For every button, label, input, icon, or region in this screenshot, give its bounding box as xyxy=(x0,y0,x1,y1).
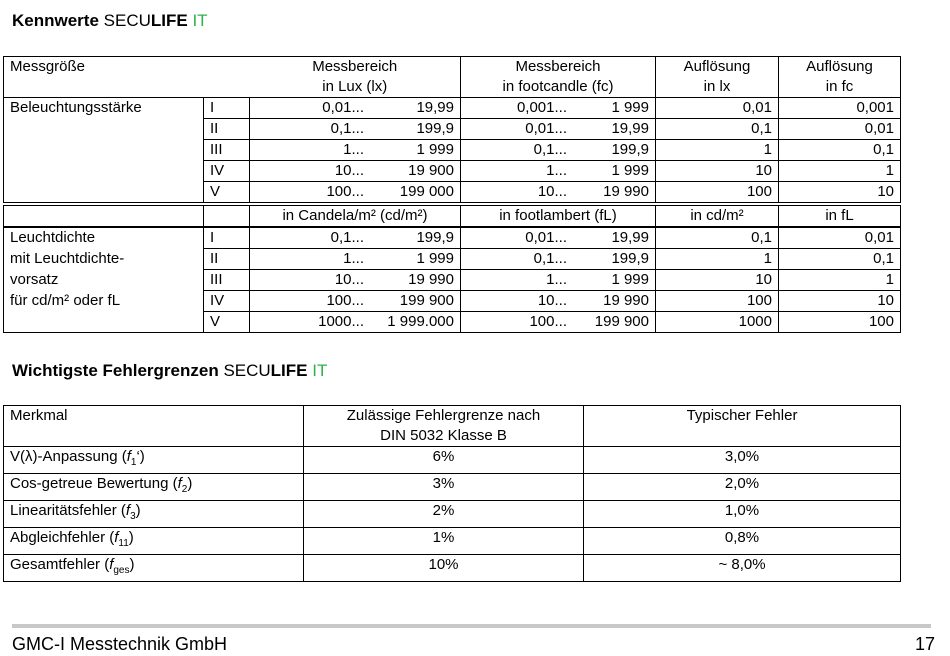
range-roman: III xyxy=(204,270,250,291)
resolution-b: 0,1 xyxy=(779,249,901,270)
label-leuchtdichte-line: für cd/m² oder fL xyxy=(10,291,121,309)
range-lux-from: 100... xyxy=(326,292,364,309)
resolution-a: 0,01 xyxy=(656,98,779,119)
header-zulaessige: Zulässige Fehlergrenze nach DIN 5032 Klasse B xyxy=(304,406,584,447)
range-roman: IV xyxy=(204,161,250,182)
limit-cell: 1% xyxy=(304,528,584,555)
range-fc xyxy=(461,270,656,291)
range-fc xyxy=(461,98,656,119)
table-row xyxy=(4,161,901,182)
range-fc-from: 0,01... xyxy=(525,229,567,246)
range-lux-to: 19 990 xyxy=(408,271,454,288)
range-lux xyxy=(250,228,461,249)
range-lux-to: 1 999 xyxy=(416,141,454,158)
range-lux-from: 10... xyxy=(334,162,364,179)
range-lux-to: 199,9 xyxy=(416,120,454,137)
range-fc xyxy=(461,161,656,182)
range-lux-from: 1000... xyxy=(318,313,364,330)
range-lux xyxy=(250,119,461,140)
range-lux-to: 1 999 xyxy=(416,250,454,267)
limit-cell: 2% xyxy=(304,501,584,528)
resolution-b: 1 xyxy=(779,161,901,182)
typical-cell: 1,0% xyxy=(584,501,901,528)
resolution-b: 1 xyxy=(779,270,901,291)
merkmal-pre: Gesamtfehler ( xyxy=(10,556,110,573)
resolution-b: 0,1 xyxy=(779,140,901,161)
range-roman: V xyxy=(204,182,250,203)
range-fc-from: 10... xyxy=(537,292,567,309)
merkmal-cell xyxy=(4,555,304,582)
table-row xyxy=(4,291,901,312)
range-lux xyxy=(250,249,461,270)
range-fc xyxy=(461,182,656,203)
table-row xyxy=(4,555,901,582)
header-aufloesung-fc: Auflösung in fc xyxy=(779,57,901,98)
range-lux-to: 199 000 xyxy=(399,183,454,200)
range-fc-to: 19,99 xyxy=(611,120,649,137)
range-fc-from: 0,01... xyxy=(525,120,567,137)
merkmal-pre: V( xyxy=(10,448,25,465)
range-lux xyxy=(250,291,461,312)
footer-rule xyxy=(12,624,931,628)
merkmal-sub: 2 xyxy=(181,484,188,495)
resolution-a: 1000 xyxy=(656,312,779,333)
footer-company: GMC-I Messtechnik GmbH xyxy=(12,634,228,654)
merkmal-f: f xyxy=(114,529,119,546)
merkmal-f: f xyxy=(126,448,131,465)
resolution-a: 100 xyxy=(656,291,779,312)
header-fl: in fL xyxy=(779,206,901,227)
range-fc-to: 199,9 xyxy=(611,250,649,267)
range-roman: II xyxy=(204,249,250,270)
typical-cell: ~ 8,0% xyxy=(584,555,901,582)
fehlergrenzen-table xyxy=(3,405,901,582)
label-leuchtdichte-line: vorsatz xyxy=(10,270,59,288)
merkmal-sub: 1 xyxy=(130,457,137,468)
merkmal-f: f xyxy=(109,556,114,573)
table-row xyxy=(4,119,901,140)
range-fc-from: 10... xyxy=(537,183,567,200)
range-lux-from: 1... xyxy=(343,141,364,158)
resolution-a: 0,1 xyxy=(656,119,779,140)
range-fc-from: 0,001... xyxy=(516,99,567,116)
range-fc-to: 19 990 xyxy=(603,183,649,200)
table-row xyxy=(4,501,901,528)
kennwerte-table xyxy=(3,56,901,98)
range-fc xyxy=(461,312,656,333)
range-lux-to: 199,9 xyxy=(416,229,454,246)
table-row xyxy=(4,249,901,270)
resolution-b: 100 xyxy=(779,312,901,333)
table-row xyxy=(4,447,901,474)
heading-fehlergrenzen: Wichtigste Fehlergrenzen SECULIFE IT xyxy=(12,361,328,380)
range-roman: IV xyxy=(204,291,250,312)
table-header-row xyxy=(4,57,901,98)
resolution-a: 10 xyxy=(656,270,779,291)
resolution-a: 10 xyxy=(656,161,779,182)
range-fc-from: 1... xyxy=(546,271,567,288)
merkmal-post: ) xyxy=(128,529,134,546)
range-fc-from: 100... xyxy=(529,313,567,330)
range-fc-to: 199,9 xyxy=(611,141,649,158)
merkmal-cell xyxy=(4,474,304,501)
label-beleuchtungsstaerke: Beleuchtungsstärke xyxy=(4,98,204,119)
range-fc xyxy=(461,249,656,270)
range-lux-to: 199 900 xyxy=(399,292,454,309)
table-row xyxy=(4,528,901,555)
resolution-b: 10 xyxy=(779,182,901,203)
header-aufloesung-lx: Auflösung in lx xyxy=(656,57,779,98)
table-row xyxy=(4,312,901,333)
range-fc-to: 1 999 xyxy=(611,271,649,288)
range-roman: V xyxy=(204,312,250,333)
range-lux-from: 1... xyxy=(343,250,364,267)
range-fc xyxy=(461,228,656,249)
range-lux xyxy=(250,182,461,203)
typical-cell: 3,0% xyxy=(584,447,901,474)
table-row xyxy=(4,474,901,501)
header-messgroesse: Messgröße xyxy=(4,57,204,98)
range-lux xyxy=(250,98,461,119)
range-fc xyxy=(461,291,656,312)
range-lux-to: 19 900 xyxy=(408,162,454,179)
merkmal-post: ‘) xyxy=(136,448,145,465)
range-lux xyxy=(250,312,461,333)
range-lux-from: 0,1... xyxy=(330,120,364,137)
range-fc-to: 1 999 xyxy=(611,99,649,116)
resolution-a: 1 xyxy=(656,140,779,161)
merkmal-mid: )-Anpassung ( xyxy=(32,448,127,465)
range-lux-to: 1 999.000 xyxy=(387,313,454,330)
merkmal-f: f xyxy=(177,475,182,492)
range-lux xyxy=(250,161,461,182)
header-messbereich-fc: Messbereich in footcandle (fc) xyxy=(461,57,656,98)
range-fc xyxy=(461,140,656,161)
lum-table xyxy=(3,227,901,333)
merkmal-pre: Abgleichfehler ( xyxy=(10,529,115,546)
merkmal-post: ) xyxy=(187,475,193,492)
range-fc-from: 1... xyxy=(546,162,567,179)
merkmal-sym: λ xyxy=(25,448,33,465)
merkmal-post: ) xyxy=(129,556,135,573)
range-lux-from: 0,01... xyxy=(322,99,364,116)
header-candela: in Candela/m² (cd/m²) xyxy=(250,206,461,227)
range-roman: III xyxy=(204,140,250,161)
resolution-b: 0,01 xyxy=(779,119,901,140)
merkmal-cell xyxy=(4,447,304,474)
range-roman: I xyxy=(204,228,250,249)
resolution-b: 10 xyxy=(779,291,901,312)
merkmal-cell xyxy=(4,501,304,528)
limit-cell: 3% xyxy=(304,474,584,501)
range-lux xyxy=(250,140,461,161)
label-leuchtdichte-line: mit Leuchtdichte- xyxy=(10,249,125,267)
typical-cell: 2,0% xyxy=(584,474,901,501)
lux-table xyxy=(3,97,901,203)
range-lux xyxy=(250,270,461,291)
header-cd-m2: in cd/m² xyxy=(656,206,779,227)
range-fc-to: 19,99 xyxy=(611,229,649,246)
range-fc-from: 0,1... xyxy=(533,250,567,267)
range-fc-to: 1 999 xyxy=(611,162,649,179)
table-row xyxy=(4,228,901,249)
merkmal-pre: Linearitätsfehler ( xyxy=(10,502,126,519)
resolution-a: 0,1 xyxy=(656,228,779,249)
limit-cell: 6% xyxy=(304,447,584,474)
range-lux-to: 19,99 xyxy=(416,99,454,116)
resolution-b: 0,01 xyxy=(779,228,901,249)
limit-cell: 10% xyxy=(304,555,584,582)
merkmal-post: ) xyxy=(135,502,141,519)
range-fc xyxy=(461,119,656,140)
range-fc-to: 199 900 xyxy=(594,313,649,330)
header-footlambert: in footlambert (fL) xyxy=(461,206,656,227)
table-row xyxy=(4,182,901,203)
range-lux-from: 0,1... xyxy=(330,229,364,246)
mid-header-table xyxy=(3,205,901,227)
range-fc-from: 0,1... xyxy=(533,141,567,158)
table-row xyxy=(4,98,901,119)
resolution-a: 100 xyxy=(656,182,779,203)
footer-page-number: 17 xyxy=(914,634,935,654)
range-roman: I xyxy=(204,98,250,119)
typical-cell: 0,8% xyxy=(584,528,901,555)
range-lux-from: 100... xyxy=(326,183,364,200)
mid-header-row xyxy=(4,206,901,227)
merkmal-f: f xyxy=(125,502,131,519)
heading-kennwerte: Kennwerte SECULIFE IT xyxy=(12,11,208,30)
resolution-a: 1 xyxy=(656,249,779,270)
merkmal-sub: 11 xyxy=(118,538,129,549)
fehler-header-row xyxy=(4,406,901,447)
merkmal-cell xyxy=(4,528,304,555)
range-lux-from: 10... xyxy=(334,271,364,288)
merkmal-sub: ges xyxy=(113,565,130,576)
range-roman: II xyxy=(204,119,250,140)
header-messbereich-lux: Messbereich in Lux (lx) xyxy=(312,58,398,95)
label-leuchtdichte-line: Leuchtdichte xyxy=(4,228,204,249)
table-row xyxy=(4,140,901,161)
table-row xyxy=(4,270,901,291)
range-fc-to: 19 990 xyxy=(603,292,649,309)
merkmal-pre: Cos-getreue Bewertung ( xyxy=(10,475,178,492)
header-merkmal: Merkmal xyxy=(10,407,68,424)
merkmal-sub: 3 xyxy=(130,511,136,522)
header-typischer: Typischer Fehler xyxy=(584,406,901,447)
resolution-b: 0,001 xyxy=(779,98,901,119)
